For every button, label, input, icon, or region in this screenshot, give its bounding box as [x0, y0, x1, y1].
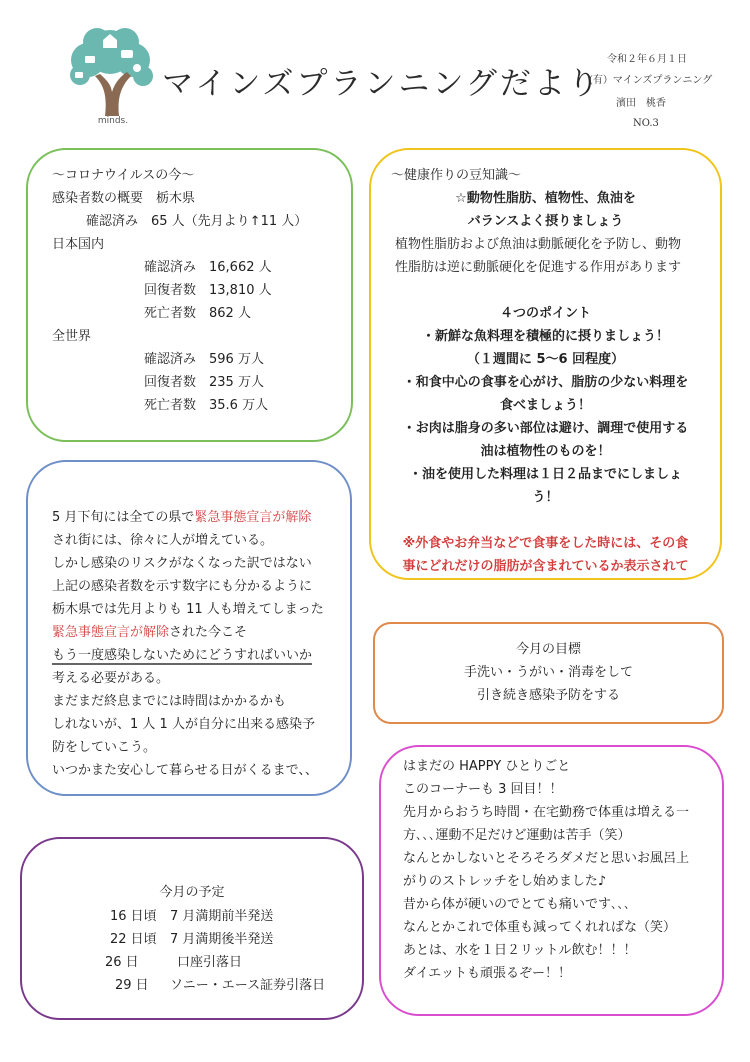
health-subtitle-2: バランスよく摂りましょう — [467, 214, 624, 229]
schedule-event: 7 月満期後半発送 — [170, 932, 274, 947]
author: 濱田 桃香 — [616, 98, 666, 109]
japan-confirmed: 確認済み 16,662 人 — [144, 260, 272, 275]
schedule-date: 26 日 — [105, 955, 139, 970]
japan-recovered: 回復者数 13,810 人 — [144, 283, 272, 298]
goal-line-2: 引き続き感染予防をする — [476, 688, 620, 703]
point-4: ・油を使用した料理は１日２品までにしましょ — [408, 467, 682, 482]
schedule-box — [20, 837, 364, 1020]
schedule-event: ソニー・エース証券引落日 — [170, 978, 326, 993]
corona-heading: ～コロナウイルスの今～ — [52, 168, 195, 183]
point-2-cont: 食べましょう！ — [499, 398, 591, 413]
date: 令和２年６月１日 — [607, 54, 687, 65]
point-3-cont: 油は植物性のものを！ — [480, 444, 611, 459]
message-line-4: 上記の感染者数を示す数字にも分かるように — [52, 579, 313, 594]
world-label: 全世界 — [52, 329, 92, 344]
goal-heading: 今月の目標 — [515, 642, 581, 657]
schedule-date: 16 日頃 — [110, 909, 157, 924]
message-line-7: もう一度感染しないためにどうすればいいか — [52, 648, 313, 663]
diary-line-2: このコーナーも 3 回目！！ — [403, 782, 563, 797]
schedule-event: 7 月満期前半発送 — [170, 909, 274, 924]
schedule-date: 29 日 — [115, 978, 149, 993]
logo — [55, 20, 165, 125]
points-heading: ４つのポイント — [499, 306, 591, 321]
message-line-3: しかし感染のリスクがなくなった訳ではない — [52, 556, 312, 571]
diary-line-4: 方､､､運動不足だけど運動は苦手（笑） — [403, 828, 631, 843]
diary-line-8: なんとかこれで体重も減ってくれればな（笑） — [403, 920, 677, 935]
diary-line-9: あとは、水を１日２リットル飲む！！！ — [403, 943, 637, 958]
health-box — [369, 148, 722, 580]
schedule-event: 口座引落日 — [177, 955, 243, 970]
point-4-cont: う！ — [532, 490, 559, 505]
point-1-note: （１週間に 5～6 回程度） — [466, 352, 625, 367]
message-box — [26, 460, 352, 796]
point-3: ・お肉は脂身の多い部位は避け、調理で使用する — [402, 421, 689, 436]
corona-box — [26, 148, 353, 442]
message-line-6: 緊急事態宣言が解除された今こそ — [52, 625, 248, 640]
emergency-lift-text: 緊急事態宣言が解除 — [194, 510, 312, 525]
goal-line-1: 手洗い・うがい・消毒をして — [463, 665, 633, 680]
diary-line-10: ダイエットも頑張るぞー！！ — [403, 966, 571, 981]
world-deaths: 死亡者数 35.6 万人 — [144, 398, 269, 413]
diary-line-7: 昔から体が硬いのでとても痛いです､､､ — [403, 897, 631, 912]
message-line-5: 栃木県では先月よりも 11 人も増えてしまった — [52, 602, 324, 617]
health-note-2: 事にどれだけの脂肪が含まれているか表示されて — [402, 559, 689, 574]
message-line-8: 考える必要がある。 — [52, 671, 170, 686]
health-heading: ～健康作りの豆知識～ — [391, 168, 522, 183]
tochigi-confirmed: 確認済み 65 人（先月より↑11 人） — [86, 214, 308, 229]
message-line-9: まだまだ終息までには時間はかかるかも — [52, 694, 287, 709]
health-note-1: ※外食やお弁当などで食事をした時には、その食 — [402, 536, 689, 551]
diary-title: はまだの HAPPY ひとりごと — [403, 759, 571, 774]
diary-line-3: 先月からおうち時間・在宅勤務で体重は増える一 — [403, 805, 690, 820]
health-subtitle-1: ☆動物性脂肪、植物性、魚油を — [455, 191, 636, 206]
issue-number: NO.3 — [633, 118, 659, 129]
logo-text: minds. — [97, 116, 129, 125]
japan-label: 日本国内 — [52, 237, 105, 252]
schedule-date: 22 日頃 — [110, 932, 157, 947]
health-body-1: 植物性脂肪および魚油は動脈硬化を予防し、動物 — [395, 237, 682, 252]
point-1: ・新鮮な魚料理を積極的に摂りましょう！ — [421, 329, 669, 344]
message-line-12: いつかまた安心して暮らせる日がくるまで、、 — [52, 763, 318, 778]
world-recovered: 回復者数 235 万人 — [144, 375, 264, 390]
tree-logo-icon — [55, 20, 165, 125]
message-line-2: され街には、徐々に人が増えている。 — [52, 533, 274, 548]
goal-box — [373, 622, 724, 724]
diary-line-6: がりのストレッチをし始めました♪ — [403, 874, 607, 889]
page-title: マインズプランニングだより — [162, 66, 602, 102]
message-line-11: 防をしていこう。 — [52, 740, 157, 755]
diary-box — [379, 745, 724, 1016]
message-line-1: 5 月下旬には全ての県で緊急事態宣言が解除 — [52, 510, 312, 525]
company: (有）マインズプランニング — [589, 75, 713, 86]
message-line-10: しれないが、1 人 1 人が自分に出来る感染予 — [52, 717, 315, 732]
schedule-heading: 今月の予定 — [159, 885, 225, 900]
tochigi-label: 感染者数の概要 栃木県 — [52, 191, 196, 206]
health-body-2: 性脂肪は逆に動脈硬化を促進する作用があります — [395, 260, 682, 275]
world-confirmed: 確認済み 596 万人 — [144, 352, 264, 367]
diary-line-5: なんとかしないとそろそろダメだと思いお風呂上 — [403, 851, 690, 866]
emergency-lift-text-2: 緊急事態宣言が解除 — [52, 625, 170, 640]
point-2: ・和食中心の食事を心がけ、脂肪の少ない料理を — [402, 375, 689, 390]
japan-deaths: 死亡者数 862 人 — [144, 306, 251, 321]
